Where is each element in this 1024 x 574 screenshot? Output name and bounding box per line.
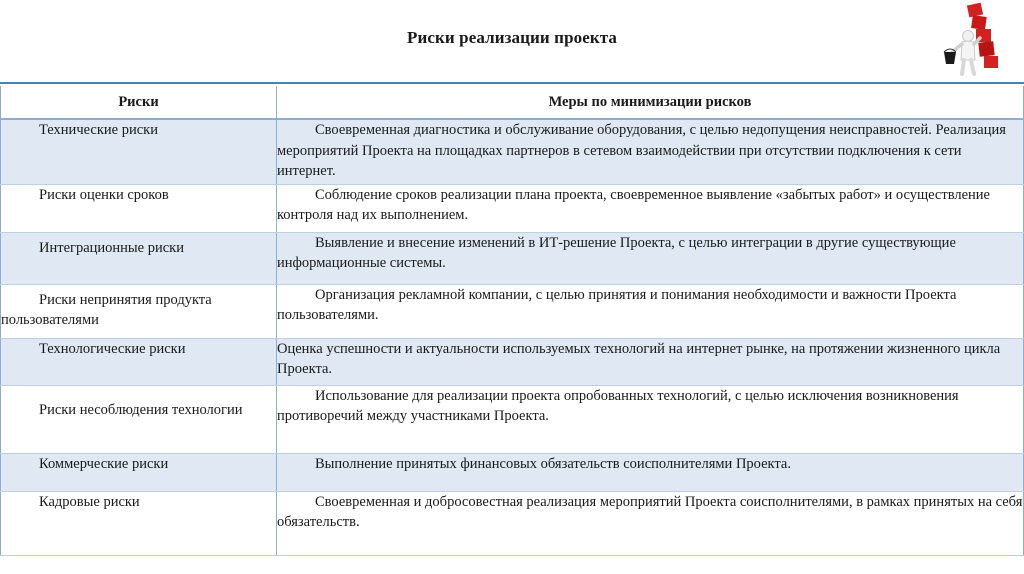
risk-cell — [1, 119, 277, 184]
header-risks: Риски — [1, 86, 277, 119]
measure-text: Выполнение принятых финансовых обязательств соисполнителями Проекта. — [315, 455, 791, 472]
measure-cell — [277, 338, 1024, 385]
measure-text: Своевременная и добросовестная реализация мероприятий Проекта соисполнителями, в рамках принятых на себя обязательств. — [277, 493, 1023, 530]
table-row — [1, 184, 1024, 232]
risk-label: Технические риски — [39, 122, 158, 138]
measure-text: Своевременная диагностика и обслуживание оборудования, с целью недопущения неисправностей. Реализация мероприятий Проекта на площадках партнеров в сетевом взаимодействии при отсутствии подключения к сети интернет. — [277, 122, 1006, 179]
risk-cell — [1, 184, 277, 232]
table-row — [1, 338, 1024, 385]
risk-label: Риски несоблюдения технологии — [39, 401, 243, 418]
measure-cell — [277, 119, 1024, 184]
measure-cell — [277, 184, 1024, 232]
measure-cell — [277, 453, 1024, 491]
table-row — [1, 453, 1024, 491]
measure-text: Оценка успешности и актуальности используемых технологий на интернет рынке, на протяжении жизненного цикла Проекта. — [277, 340, 1001, 377]
header-measures: Меры по минимизации рисков — [277, 86, 1024, 119]
risk-cell — [1, 453, 277, 491]
header-rule — [0, 82, 1024, 84]
risk-cell — [1, 232, 277, 284]
measure-text: Выявление и внесение изменений в ИТ-решение Проекта, с целью интеграции в другие существующие информационные системы. — [277, 234, 956, 271]
measure-text: Организация рекламной компании, с целью принятия и понимания необходимости и важности Проекта пользователями. — [277, 286, 957, 323]
measure-cell — [277, 284, 1024, 338]
table-row — [1, 385, 1024, 453]
table-row — [1, 284, 1024, 338]
table-row — [1, 491, 1024, 555]
risks-table — [0, 86, 1024, 556]
measure-text: Соблюдение сроков реализации плана проекта, своевременное выявление «забытых работ» и осуществление контроля над их выполнением. — [277, 186, 990, 223]
measure-cell — [277, 385, 1024, 453]
risk-label: Кадровые риски — [39, 493, 140, 510]
table-row — [1, 232, 1024, 284]
risk-cell — [1, 385, 277, 453]
risk-cell — [1, 284, 277, 338]
measure-cell — [277, 491, 1024, 555]
measure-cell — [277, 232, 1024, 284]
risk-label: Риски непринятия продукта пользователями — [1, 291, 212, 328]
risk-label: Интеграционные риски — [39, 239, 184, 256]
figure-with-red-puzzle-icon — [940, 2, 1010, 80]
measure-text: Использование для реализации проекта опробованных технологий, с целью исключения возникновения противоречий между участниками Проекта. — [277, 387, 959, 424]
table-header-row — [1, 86, 1024, 119]
risk-label: Риски оценки сроков — [39, 186, 169, 203]
slide-title: Риски реализации проекта — [406, 28, 618, 47]
risk-cell — [1, 491, 277, 555]
risk-label: Технологические риски — [39, 340, 186, 357]
risk-label: Коммерческие риски — [39, 455, 169, 472]
table-row — [1, 119, 1024, 184]
risk-cell — [1, 338, 277, 385]
